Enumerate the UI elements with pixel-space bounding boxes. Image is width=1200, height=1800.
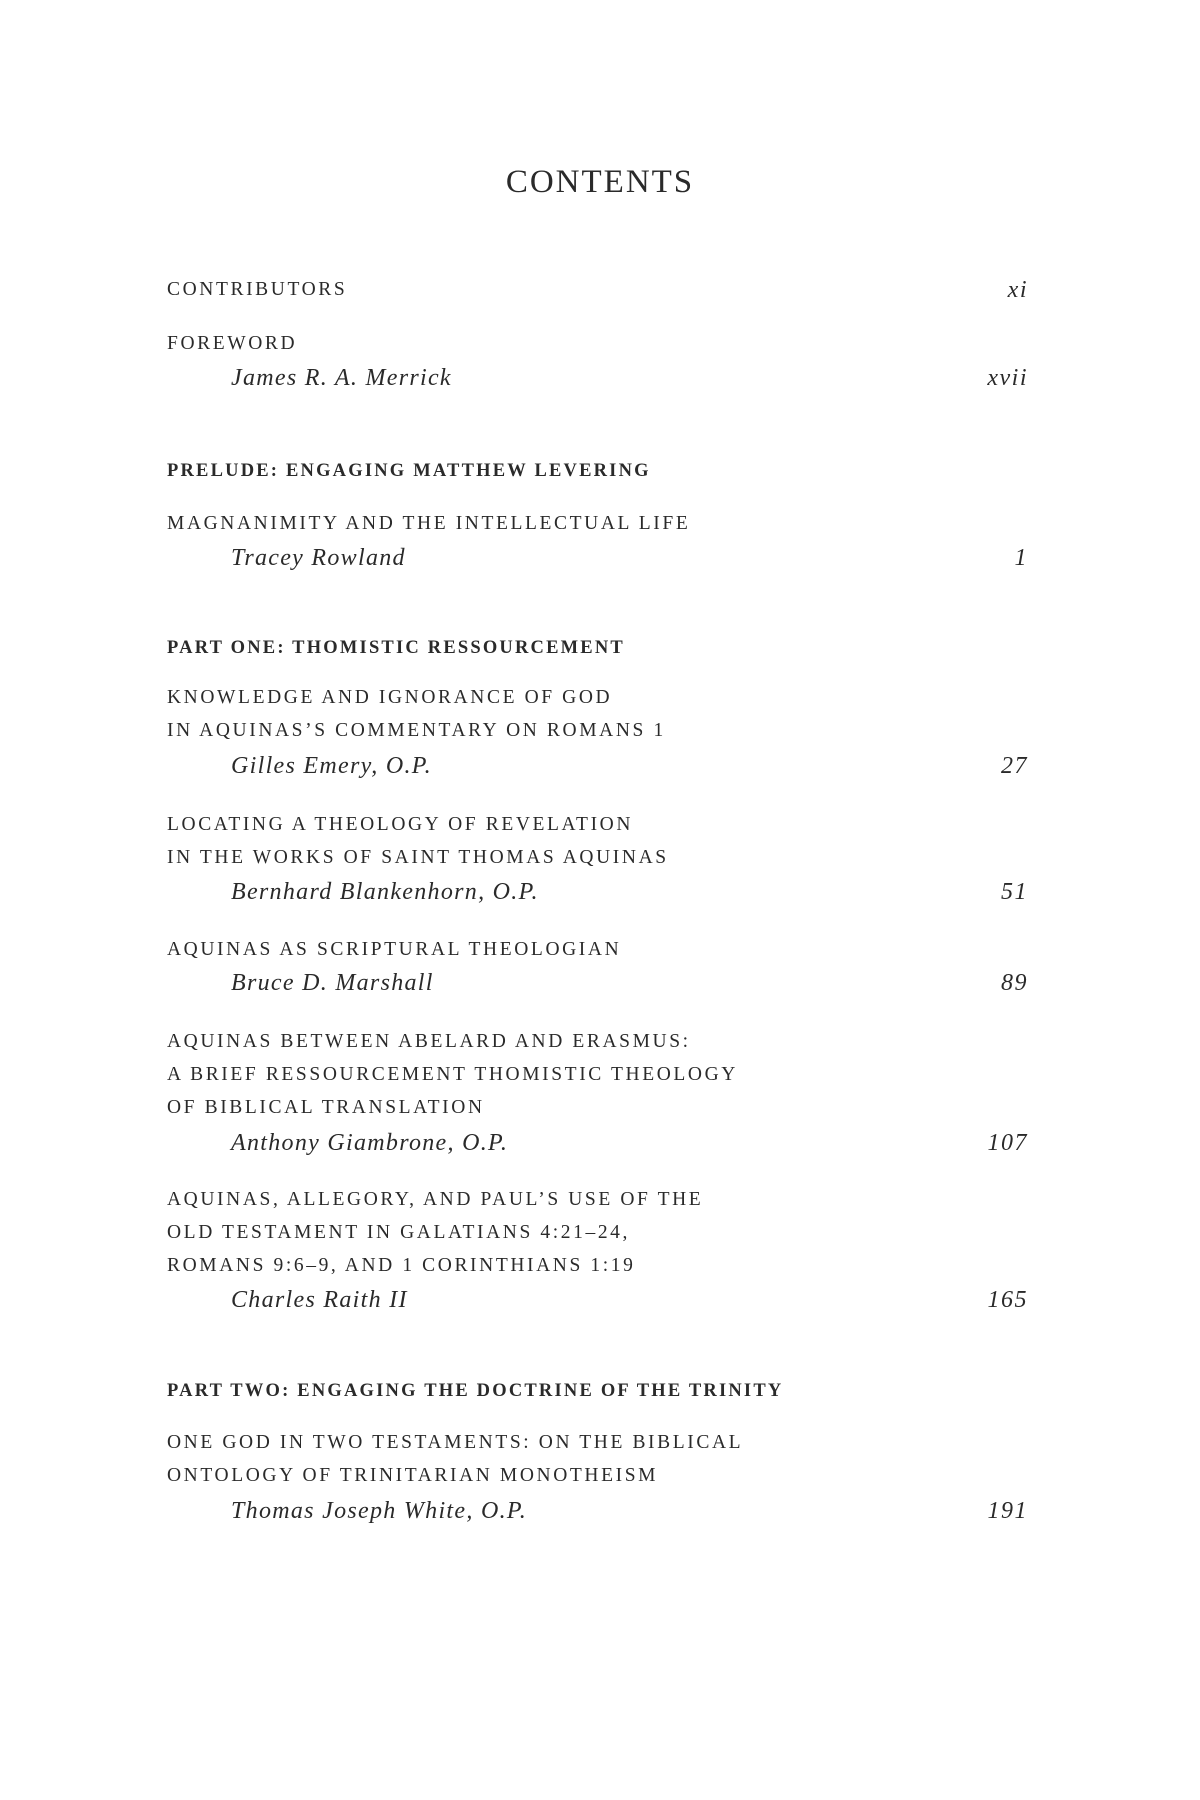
entry-title-line: OLD TESTAMENT IN GALATIANS 4:21–24,	[167, 1222, 630, 1243]
entry-author: Tracey Rowland	[231, 545, 406, 571]
foreword-page-number: xvii	[987, 365, 1028, 391]
entry-title-line: ROMANS 9:6–9, AND 1 CORINTHIANS 1:19	[167, 1255, 636, 1276]
entry-title-line: ONTOLOGY OF TRINITARIAN MONOTHEISM	[167, 1465, 659, 1486]
entry-page-number: 165	[987, 1287, 1028, 1313]
part-two-heading: PART TWO: ENGAGING THE DOCTRINE OF THE TRINITY	[167, 1381, 784, 1401]
entry-title-line: OF BIBLICAL TRANSLATION	[167, 1097, 485, 1118]
entry-title-line: A BRIEF RESSOURCEMENT THOMISTIC THEOLOGY	[167, 1064, 738, 1085]
entry-page-number: 1	[1014, 545, 1028, 571]
entry-page-number: 51	[1001, 879, 1028, 905]
page-title: CONTENTS	[505, 164, 695, 200]
contributors-page-number: xi	[1007, 277, 1028, 303]
entry-author: Bruce D. Marshall	[231, 970, 434, 996]
entry-page-number: 191	[987, 1498, 1028, 1524]
part-one-heading: PART ONE: THOMISTIC RESSOURCEMENT	[167, 638, 625, 658]
entry-author: Anthony Giambrone, O.P.	[231, 1130, 509, 1156]
entry-title-line: AQUINAS, ALLEGORY, AND PAUL’S USE OF THE	[167, 1189, 704, 1210]
entry-author: Gilles Emery, O.P.	[231, 753, 432, 779]
entry-title-line: AQUINAS AS SCRIPTURAL THEOLOGIAN	[167, 939, 622, 960]
entry-title-line: LOCATING A THEOLOGY OF REVELATION	[167, 814, 634, 835]
entry-author: Charles Raith II	[231, 1287, 408, 1313]
entry-title-line: AQUINAS BETWEEN ABELARD AND ERASMUS:	[167, 1031, 691, 1052]
entry-title-line: IN AQUINAS’S COMMENTARY ON ROMANS 1	[167, 720, 666, 741]
entry-page-number: 107	[987, 1130, 1028, 1156]
foreword-author: James R. A. Merrick	[231, 365, 452, 391]
entry-title-line: KNOWLEDGE AND IGNORANCE OF GOD	[167, 687, 613, 708]
entry-page-number: 27	[1001, 753, 1028, 779]
entry-title-line: ONE GOD IN TWO TESTAMENTS: ON THE BIBLICAL	[167, 1432, 744, 1453]
entry-title-line: IN THE WORKS OF SAINT THOMAS AQUINAS	[167, 847, 669, 868]
entry-author: Bernhard Blankenhorn, O.P.	[231, 879, 539, 905]
prelude-heading: PRELUDE: ENGAGING MATTHEW LEVERING	[167, 461, 651, 481]
entry-title-line: MAGNANIMITY AND THE INTELLECTUAL LIFE	[167, 513, 691, 534]
entry-page-number: 89	[1001, 970, 1028, 996]
contributors-label: CONTRIBUTORS	[167, 279, 348, 300]
entry-author: Thomas Joseph White, O.P.	[231, 1498, 528, 1524]
foreword-label: FOREWORD	[167, 333, 298, 354]
